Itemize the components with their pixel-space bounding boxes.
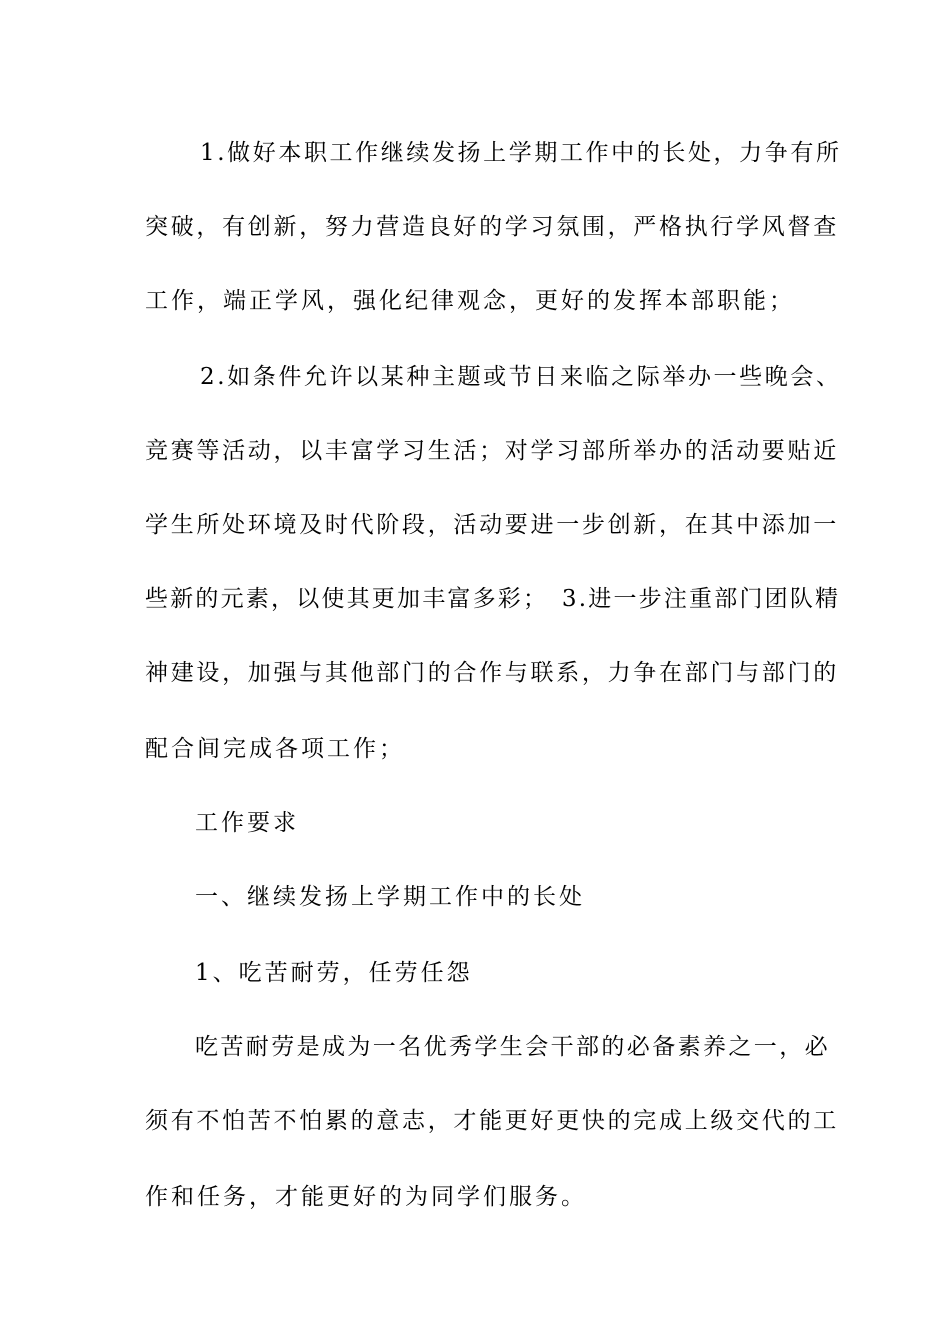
paragraph-3-line-1: 吃苦耐劳是成为一名优秀学生会干部的必备素养之一，必: [195, 1034, 830, 1060]
item-heading: 1、吃苦耐劳，任劳任怨: [195, 960, 473, 986]
paragraph-2-line-1: 2.如条件允许以某种主题或节日来临之际举办一些晚会、: [200, 364, 842, 390]
paragraph-1-line-2: 突破，有创新，努力营造良好的学习氛围，严格执行学风督查: [145, 214, 839, 240]
paragraph-2-line-6: 配合间完成各项工作；: [145, 736, 405, 762]
paragraph-3-line-2: 须有不怕苦不怕累的意志，才能更好更快的完成上级交代的工: [145, 1108, 839, 1134]
paragraph-3-line-3: 作和任务，才能更好的为同学们服务。: [145, 1184, 587, 1210]
subsection-heading: 一、继续发扬上学期工作中的长处: [195, 884, 585, 910]
paragraph-1-line-3: 工作，端正学风，强化纪律观念，更好的发挥本部职能；: [145, 288, 795, 314]
paragraph-1-line-1: 1.做好本职工作继续发扬上学期工作中的长处，力争有所: [200, 140, 842, 166]
paragraph-2-line-2: 竞赛等活动，以丰富学习生活；对学习部所举办的活动要贴近: [145, 438, 839, 464]
paragraph-2-line-4: 些新的元素，以使其更加丰富多彩； 3.进一步注重部门团队精: [145, 586, 841, 612]
paragraph-2-line-5: 神建设，加强与其他部门的合作与联系，力争在部门与部门的: [145, 660, 839, 686]
section-heading: 工作要求: [195, 810, 299, 836]
paragraph-2-line-3: 学生所处环境及时代阶段，活动要进一步创新，在其中添加一: [145, 512, 839, 538]
